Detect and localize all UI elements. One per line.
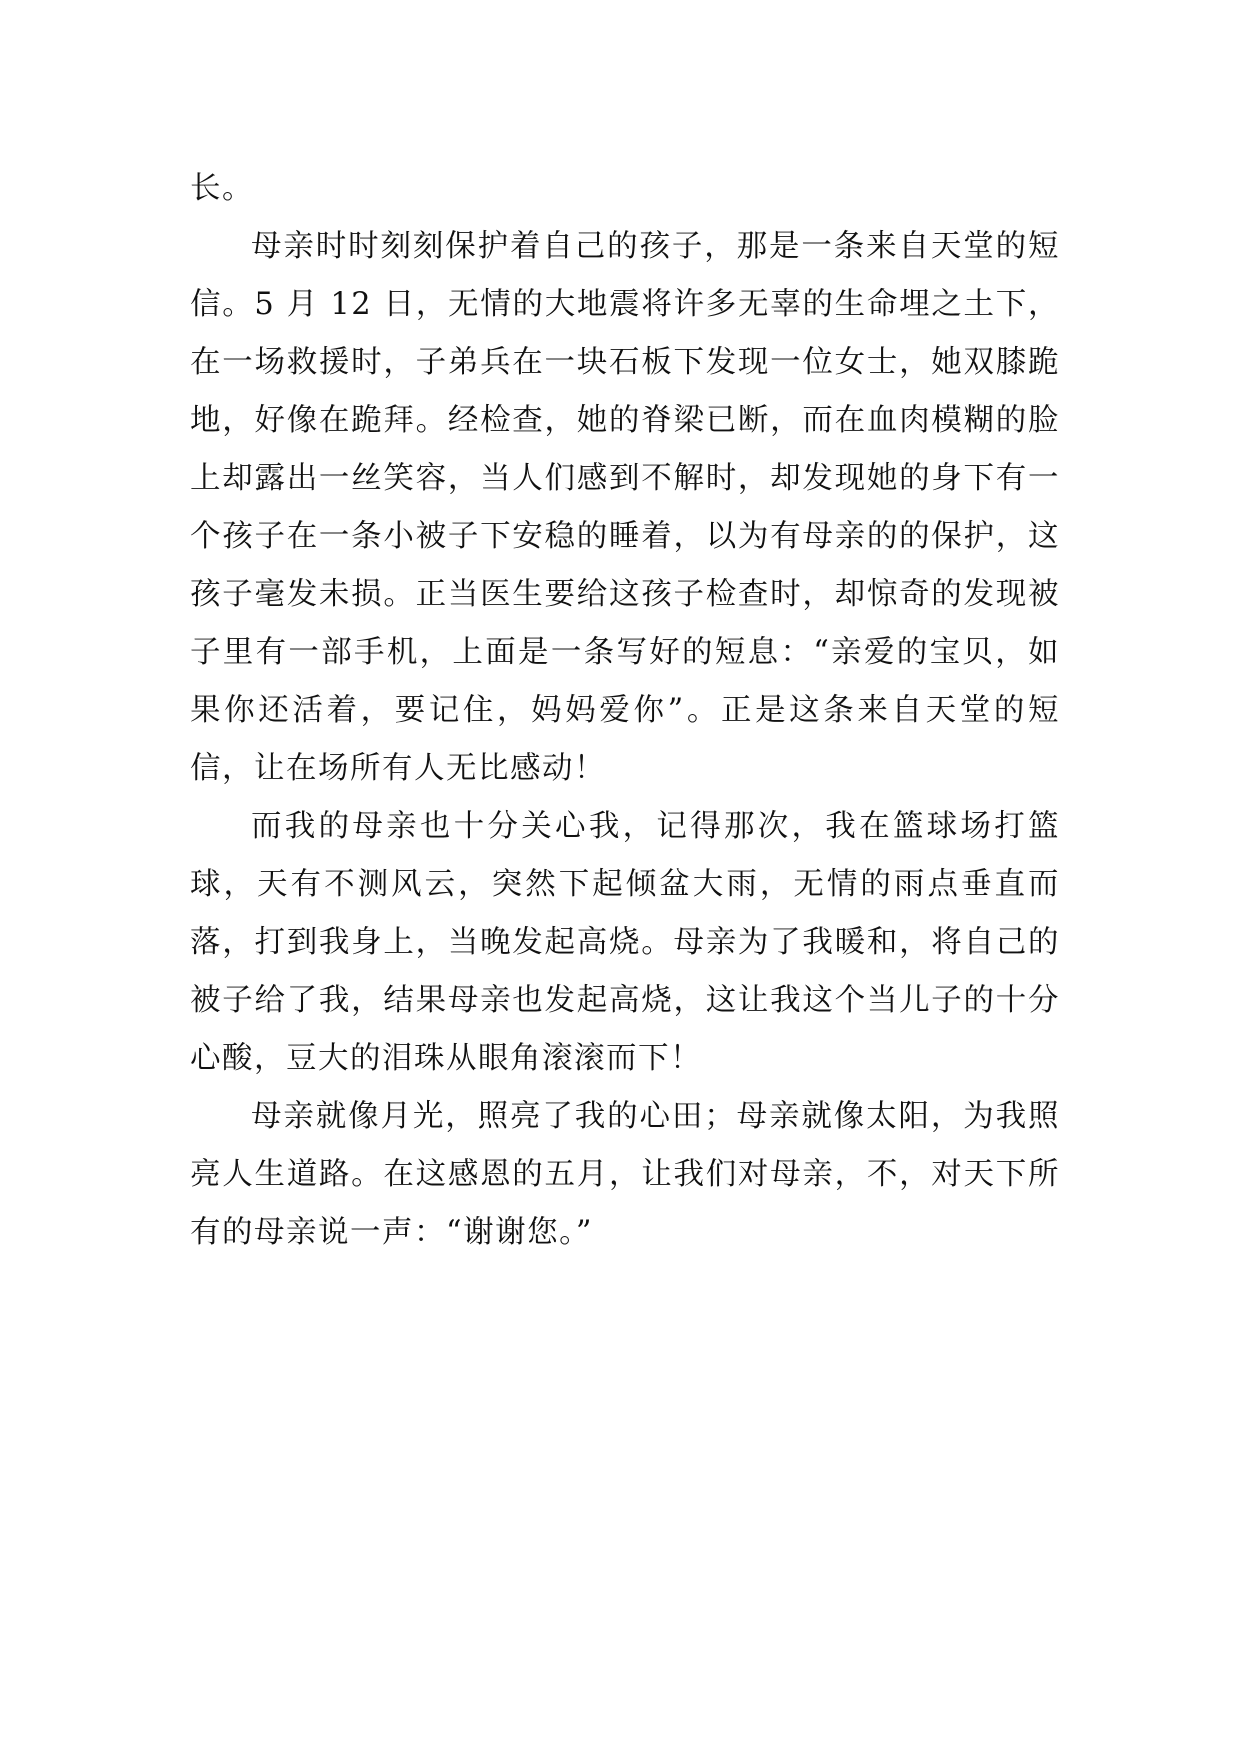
document-body [190, 160, 1060, 1262]
paragraph-basketball-memory: 而我的母亲也十分关心我，记得那次，我在篮球场打篮球，天有不测风云，突然下起倾盆大雨，无情的雨点垂直而落，打到我身上，当晚发起高烧。母亲为了我暖和，将自己的被子给了我，结果母亲也发起高烧，这让我这个当儿子的十分心酸，豆大的泪珠从眼角滚滚而下！ [190, 809, 1060, 1076]
paragraph-continuation: 长。 [190, 171, 254, 206]
paragraph-text-message-story: 母亲时时刻刻保护着自己的孩子，那是一条来自天堂的短信。5 月 12 日，无情的大地震将许多无辜的生命埋之土下，在一场救援时，子弟兵在一块石板下发现一位女士，她双膝跪地，好像在跪拜。经检查，她的脊梁已断，而在血肉模糊的脸上却露出一丝笑容，当人们感到不解时，却发现她的身下有一个孩子在一条小被子下安稳的睡着，以为有母亲的的保护，这孩子毫发未损。正当医生要给这孩子检查时，却惊奇的发现被子里有一部手机，上面是一条写好的短息：“亲爱的宝贝，如果你还活着，要记住，妈妈爱你”。正是这条来自天堂的短信，让在场所有人无比感动！ [190, 229, 1060, 786]
paragraph-gratitude-closing: 母亲就像月光，照亮了我的心田；母亲就像太阳，为我照亮人生道路。在这感恩的五月，让我们对母亲，不，对天下所有的母亲说一声：“谢谢您。” [190, 1099, 1060, 1250]
